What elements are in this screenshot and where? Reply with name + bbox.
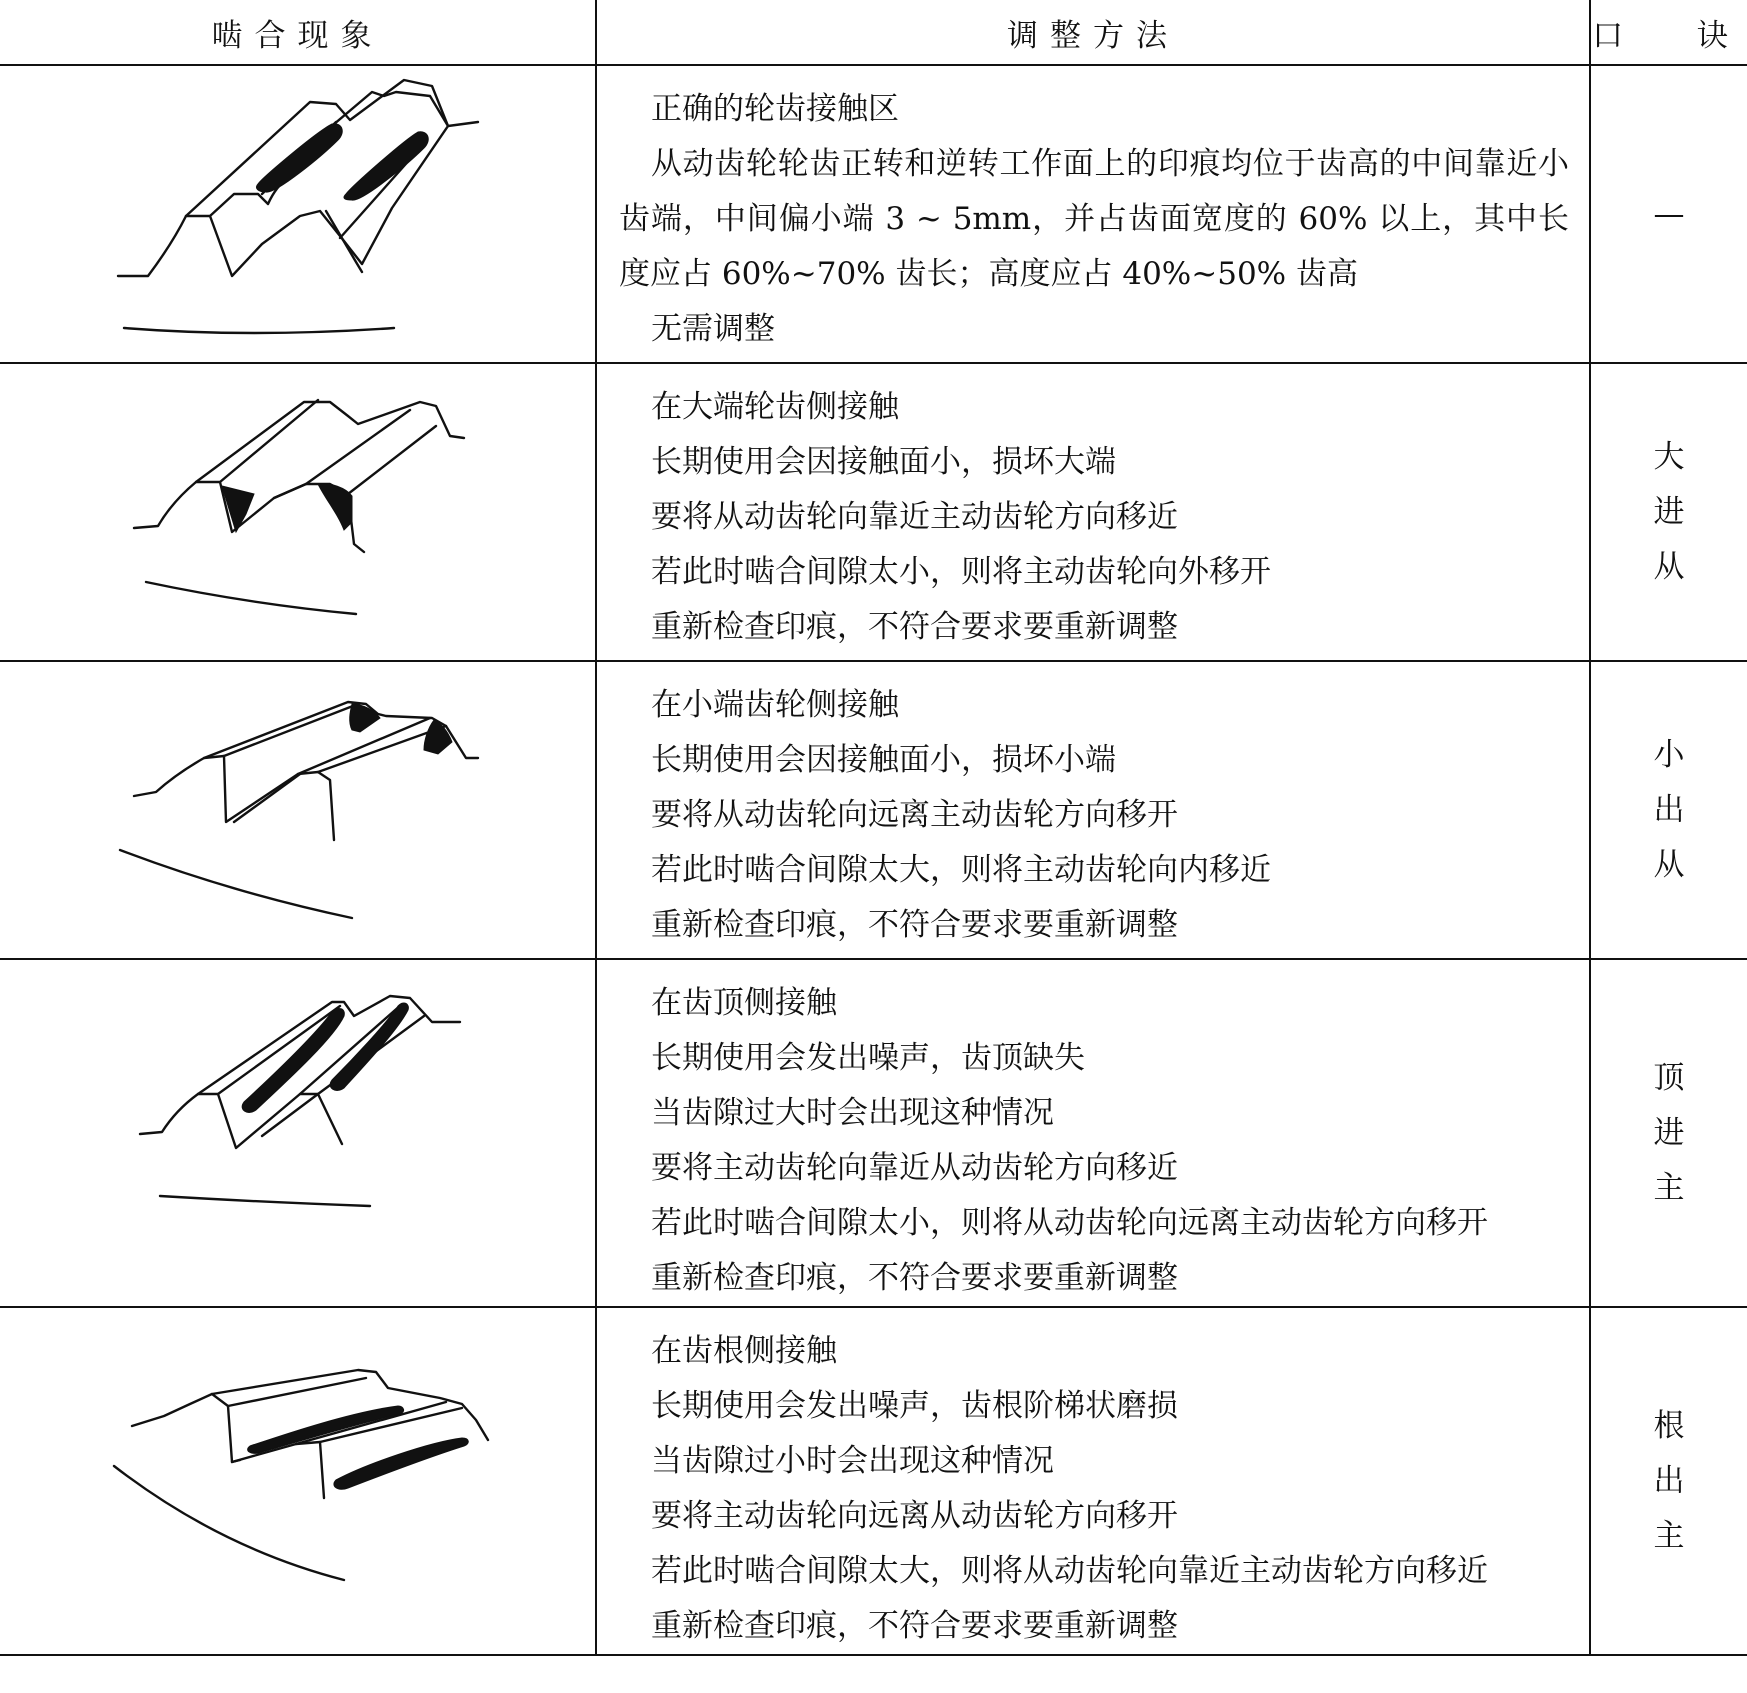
rhyme-char: 进 bbox=[1653, 493, 1685, 530]
method-cell bbox=[596, 1307, 1590, 1655]
method-cell bbox=[596, 661, 1590, 959]
method-cell bbox=[596, 65, 1590, 363]
method-line: 若此时啮合间隙太小，则将主动齿轮向外移开 bbox=[651, 554, 1271, 590]
table-row bbox=[0, 1307, 1747, 1655]
method-line: 长期使用会因接触面小，损坏小端 bbox=[651, 742, 1116, 778]
rhyme-char: 主 bbox=[1653, 1169, 1685, 1206]
method-line: 重新检查印痕，不符合要求要重新调整 bbox=[651, 907, 1178, 943]
rhyme-char: 从 bbox=[1653, 846, 1685, 883]
method-title: 在齿根侧接触 bbox=[651, 1333, 837, 1369]
method-line: 要将主动齿轮向远离从动齿轮方向移开 bbox=[651, 1498, 1178, 1534]
method-title: 正确的轮齿接触区 bbox=[651, 91, 899, 127]
rhyme-char: 进 bbox=[1653, 1114, 1685, 1151]
gear-tooth-contact-toe-icon bbox=[0, 662, 596, 958]
method-line: 若此时啮合间隙太大，则将主动齿轮向内移近 bbox=[651, 852, 1271, 888]
method-line: 重新检查印痕，不符合要求要重新调整 bbox=[651, 1260, 1178, 1296]
method-line: 长期使用会发出噪声，齿顶缺失 bbox=[651, 1040, 1085, 1076]
table-row bbox=[0, 363, 1747, 661]
rhyme-char: 小 bbox=[1653, 736, 1685, 773]
rhyme-cell bbox=[1590, 65, 1747, 363]
method-line: 重新检查印痕，不符合要求要重新调整 bbox=[651, 609, 1178, 645]
method-title: 在小端齿轮侧接触 bbox=[651, 687, 899, 723]
phenomenon-cell bbox=[0, 1307, 596, 1655]
rhyme-cell bbox=[1590, 363, 1747, 661]
header-phenomenon: 啮合现象 bbox=[0, 0, 596, 65]
table-row bbox=[0, 65, 1747, 363]
rhyme-cell bbox=[1590, 1307, 1747, 1655]
rhyme-char: — bbox=[1653, 195, 1685, 232]
phenomenon-cell bbox=[0, 363, 596, 661]
rhyme-char: 出 bbox=[1653, 791, 1685, 828]
rhyme-char: 顶 bbox=[1653, 1059, 1685, 1096]
gear-tooth-contact-top-icon bbox=[0, 960, 596, 1256]
method-line: 当齿隙过小时会出现这种情况 bbox=[651, 1443, 1054, 1479]
method-line: 长期使用会因接触面小，损坏大端 bbox=[651, 444, 1116, 480]
method-title: 在齿顶侧接触 bbox=[651, 985, 837, 1021]
method-line: 重新检查印痕，不符合要求要重新调整 bbox=[651, 1608, 1178, 1644]
rhyme-char: 从 bbox=[1653, 548, 1685, 585]
method-line: 要将主动齿轮向靠近从动齿轮方向移近 bbox=[651, 1150, 1178, 1186]
phenomenon-cell bbox=[0, 661, 596, 959]
rhyme-char: 主 bbox=[1653, 1517, 1685, 1554]
rhyme-char: 大 bbox=[1653, 438, 1685, 475]
method-title: 在大端轮齿侧接触 bbox=[651, 389, 899, 425]
method-line: 若此时啮合间隙太小，则将从动齿轮向远离主动齿轮方向移开 bbox=[651, 1205, 1488, 1241]
gear-tooth-contact-correct-icon bbox=[0, 66, 596, 362]
rhyme-char: 出 bbox=[1653, 1462, 1685, 1499]
method-line: 要将从动齿轮向靠近主动齿轮方向移近 bbox=[651, 499, 1178, 535]
rhyme-cell bbox=[1590, 959, 1747, 1307]
phenomenon-cell bbox=[0, 959, 596, 1307]
header-row bbox=[0, 0, 1747, 65]
rhyme-char: 根 bbox=[1653, 1407, 1685, 1444]
table-row bbox=[0, 661, 1747, 959]
header-method: 调整方法 bbox=[596, 0, 1590, 65]
method-line: 当齿隙过大时会出现这种情况 bbox=[651, 1095, 1054, 1131]
gear-tooth-contact-root-icon bbox=[0, 1308, 596, 1604]
phenomenon-cell bbox=[0, 65, 596, 363]
method-cell bbox=[596, 959, 1590, 1307]
method-line: 长期使用会发出噪声，齿根阶梯状磨损 bbox=[651, 1388, 1178, 1424]
header-rhyme: 口 诀 bbox=[1590, 0, 1747, 65]
rhyme-cell bbox=[1590, 661, 1747, 959]
method-cell bbox=[596, 363, 1590, 661]
method-line: 无需调整 bbox=[651, 311, 775, 347]
method-line: 若此时啮合间隙太大，则将从动齿轮向靠近主动齿轮方向移近 bbox=[651, 1553, 1488, 1589]
table-row bbox=[0, 959, 1747, 1307]
gear-tooth-contact-heel-icon bbox=[0, 364, 596, 660]
method-line: 要将从动齿轮向远离主动齿轮方向移开 bbox=[651, 797, 1178, 833]
method-paragraph: 从动齿轮轮齿正转和逆转工作面上的印痕均位于齿高的中间靠近小齿端，中间偏小端 3 ~ 5mm，并占齿面宽度的 60% 以上，其中长度应占 60%~70% 齿长；高度应占 40%~50% 齿高 bbox=[619, 146, 1569, 292]
